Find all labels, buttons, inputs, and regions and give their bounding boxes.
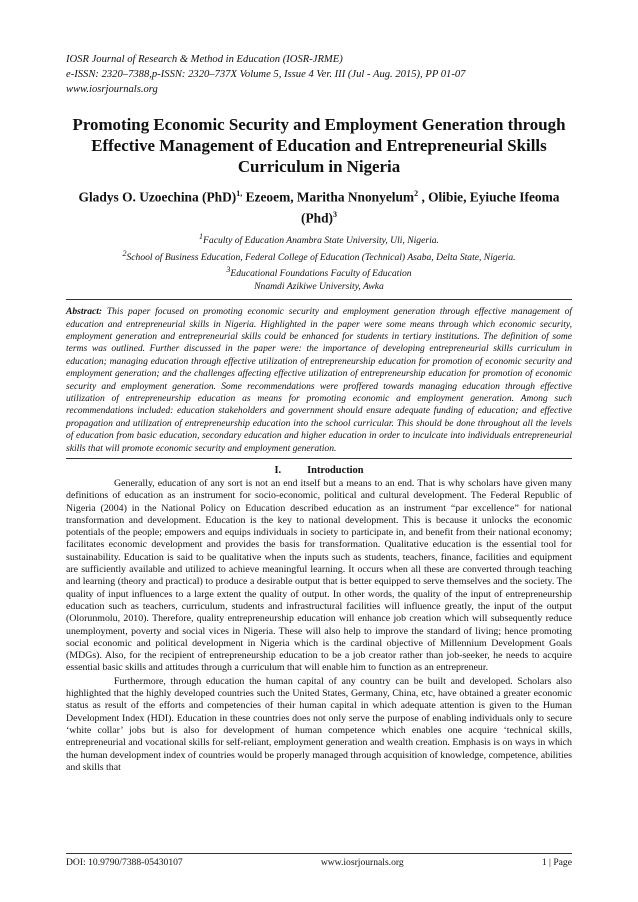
journal-name: IOSR Journal of Research & Method in Education (IOSR-JRME) — [66, 54, 343, 65]
affiliation-3-text: Educational Foundations Faculty of Education — [230, 268, 412, 280]
affiliation-2-text: School of Business Education, Federal College of Education (Technical) Asaba, Delta State, Nigeria. — [126, 251, 516, 263]
body-text — [66, 478, 572, 774]
paragraph: Furthermore, through education the human capital of any country can be built and developed. Scholars also highlighted that the highly developed countries such the United States, Germany, China, etc, have obtained a greater economic status as result of the efforts and competencies of their human capital in which adequate attention is given to the Human Development Index (HDI). Education in these countries does not only serve the purpose of enabling individuals only to secure ‘white collar’ jobs but is also for development of human competence which enables one acquire ‘technical skills, entrepreneurial and vocational skills for self-reliant, employment generation and wealth creation. Emphasis is on ways in which the human development index of countries would be properly managed through acquisition of knowledge, competence, abilities and skills that — [66, 675, 572, 773]
abstract-text: This paper focused on promoting economic security and employment generation through effective management of education and entrepreneurial skills in Nigeria. Highlighted in the paper were some means through which economic security, employment generation and entrepreneurial skills could be enhanced for students in tertiary institutions. The definition of some terms was outlined. Further discussed in the paper were: the importance of developing entrepreneurial skills curriculum in education; managing education through effective utilization of entrepreneurship education for promotion of economic security and employment generation; and the challenges affecting effective utilization of entrepreneurship education for promotion of economic security and employment generation. Some recommendations were proffered towards managing education through effective utilization of entrepreneurship education as means for promoting economic and employment generation. Among such recommendations included: education stakeholders and government should ensure adequate funding of education; and effective propagation and utilization of entrepreneurship education into the school curricular. This should be done throughout all the levels of education from basic education, secondary education and higher education in order to inculcate into individuals entrepreneurial skills that will promote economic security and employment generation. — [66, 306, 572, 454]
paragraph: Generally, education of any sort is not an end itself but a means to an end. That is why scholars have given many definitions of education as an instrument for socio-economic, political and cultural development. The Federal Republic of Nigeria (2004) in the National Policy on Education described education as an instrument “par excellence” for national transformation and development. Education is the key to national development. This is because it unlocks the economic potentials of the people; empowers and equips individuals in society to participate in, and benefit from their national economy; facilitates economic development and provides the basis for transformation. Qualitative education is the essential tool for sustainability. Education is said to be qualitative when the inputs such as students, teachers, finance, facilities and equipment are sufficiently available and utilized to achieve meaningful learning. It occurs when all these are converted through teaching and learning (theory and practical) to produce a desirable output that is better equipped to serve themselves and the society. The quality of input influences to a large extent the quality of output. In other words, the quality of the input of entrepreneurship education such as teachers, curriculum, students and infrastructural facilities will influence greatly, the input of the output (Olorunmolu, 2010). Therefore, quality entrepreneurship education will enhance job creation which will subsequently reduce unemployment, poverty and social vices in Nigeria. These will also help to improve the standard of living; hence promoting social economic and political development in Nigeria which is the cardinal objective of Millennium Development Goals (MDGs). Also, for the recipient of entrepreneurship education to be a job creator rather than job-seeker, he needs to acquire essential basic skills and attitudes through a curriculum that will enable him to function as an entrepreneur. — [66, 478, 572, 674]
author-1: Gladys O. Uzoechina (PhD) — [78, 189, 237, 205]
author-list — [66, 185, 572, 228]
author-1-sup: 1, — [236, 189, 243, 198]
affiliation-3b: Nnamdi Azikiwe University, Awka — [254, 280, 384, 292]
section-heading — [66, 464, 572, 477]
affiliation-2 — [66, 248, 572, 265]
footer-site[interactable]: www.iosrjournals.org — [320, 857, 404, 868]
affiliation-1-sup: 1 — [199, 231, 204, 241]
affiliation-2-sup: 2 — [122, 248, 127, 258]
section-title: Introduction — [307, 465, 364, 476]
affiliation-1-text: Faculty of Education Anambra State University, Uli, Nigeria. — [203, 235, 439, 247]
author-3: , Olibie, Eyiuche Ifeoma (Phd) — [301, 189, 560, 226]
paper-title: Promoting Economic Security and Employment Generation through Effective Management of Education and Entrepreneurial Skills Curriculum in Nigeria — [72, 115, 566, 176]
section-number: I. — [274, 465, 282, 476]
journal-header — [66, 52, 572, 97]
abstract-bottom-rule — [66, 458, 572, 459]
affiliations — [66, 231, 572, 293]
affiliation-3 — [66, 264, 572, 281]
affiliation-3-sup: 3 — [226, 265, 231, 275]
page-footer — [66, 853, 572, 869]
affiliation-1 — [66, 231, 572, 248]
author-2-sup: 2 — [414, 189, 419, 198]
abstract-top-rule — [66, 299, 572, 300]
author-2: Ezeoem, Maritha Nnonyelum — [242, 189, 415, 205]
footer-page-number: 1 | Page — [541, 857, 572, 868]
footer-doi: DOI: 10.9790/7388-05430107 — [66, 857, 183, 868]
journal-issn: e-ISSN: 2320–7388,p-ISSN: 2320–737X Volume 5, Issue 4 Ver. III (Jul - Aug. 2015), PP 01-07 — [66, 69, 466, 80]
author-3-sup: 3 — [333, 210, 337, 220]
abstract-label: Abstract: — [66, 306, 103, 318]
journal-url[interactable]: www.iosrjournals.org — [66, 84, 158, 95]
abstract — [66, 306, 572, 458]
